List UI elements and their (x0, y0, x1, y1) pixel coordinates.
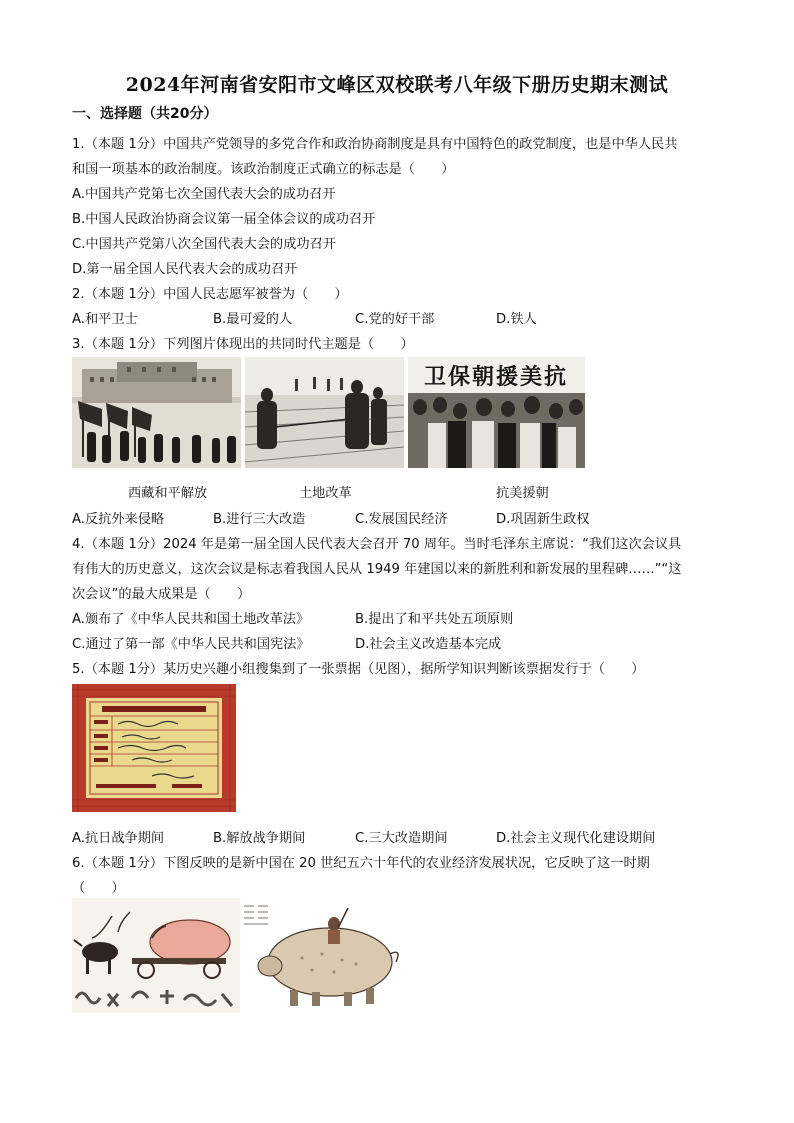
q4-stem-line1: 4.（本题 1分）2024 年是第一届全国人民代表大会召开 70 周年。当时毛泽东主席说：“我们这次会议具 (72, 537, 682, 552)
q5-option-a: A.抗日战争期间 (72, 831, 165, 846)
tibet-liberation-photo (72, 357, 241, 468)
q2-option-d: D.铁人 (496, 312, 537, 327)
q2-option-c: C.党的好干部 (355, 312, 435, 327)
q4-stem-line3: 次会议”的最大成果是（ ） (72, 587, 251, 602)
section-heading: 一、选择题（共20分） (72, 106, 218, 122)
q3-stem: 3.（本题 1分）下列图片体现出的共同时代主题是（ ） (72, 337, 414, 352)
q1-option-b: B.中国人民政治协商会议第一届全体会议的成功召开 (72, 212, 376, 227)
q3-option-d: D.巩固新生政权 (496, 512, 590, 527)
q1-option-a: A.中国共产党第七次全国代表大会的成功召开 (72, 187, 336, 202)
q1-option-c: C.中国共产党第八次全国代表大会的成功召开 (72, 237, 336, 252)
q2-option-b: B.最可爱的人 (213, 312, 293, 327)
page-title: 2024年河南省安阳市文峰区双校联考八年级下册历史期末测试 (125, 74, 669, 96)
q2-stem: 2.（本题 1分）中国人民志愿军被誉为（ ） (72, 287, 348, 302)
agriculture-cartoon (72, 898, 412, 1013)
q3-option-b: B.进行三大改造 (213, 512, 306, 527)
caption-tibet: 西藏和平解放 (128, 486, 208, 501)
q1-stem-line2: 和国一项基本的政治制度。该政治制度正式确立的标志是（ ） (72, 162, 455, 177)
q6-stem-line2: （ ） (72, 881, 125, 896)
q5-option-b: B.解放战争期间 (213, 831, 306, 846)
q2-option-a: A.和平卫士 (72, 312, 138, 327)
caption-land-reform: 土地改革 (299, 486, 352, 501)
q5-option-c: C.三大改造期间 (355, 831, 448, 846)
q4-option-a: A.颁布了《中华人民共和国土地改革法》 (72, 612, 310, 627)
q4-stem-line2: 有伟大的历史意义，这次会议是标志着我国人民从 1949 年建国以来的新胜利和新发展的里程碑……”“这 (72, 562, 682, 577)
q4-option-b: B.提出了和平共处五项原则 (355, 612, 514, 627)
q4-option-c: C.通过了第一部《中华人民共和国宪法》 (72, 637, 310, 652)
protest-banner-text: 卫保朝援美抗 (423, 364, 569, 390)
resist-us-aid-korea-photo (408, 357, 585, 468)
q1-option-d: D.第一届全国人民代表大会的成功召开 (72, 262, 298, 277)
q6-stem-line1: 6.（本题 1分）下图反映的是新中国在 20 世纪五六十年代的农业经济发展状况，它反映了这一时期 (72, 856, 650, 871)
land-reform-photo (245, 357, 404, 468)
caption-korea: 抗美援朝 (496, 486, 549, 501)
q3-option-c: C.发展国民经济 (355, 512, 448, 527)
receipt-image (72, 684, 236, 812)
q4-option-d: D.社会主义改造基本完成 (355, 637, 502, 652)
q5-stem: 5.（本题 1分）某历史兴趣小组搜集到了一张票据（见图），据所学知识判断该票据发行于（ ） (72, 662, 645, 677)
q1-stem-line1: 1.（本题 1分）中国共产党领导的多党合作和政治协商制度是具有中国特色的政党制度，也是中华人民共 (72, 137, 678, 152)
q5-option-d: D.社会主义现代化建设期间 (496, 831, 656, 846)
q3-option-a: A.反抗外来侵略 (72, 512, 165, 527)
